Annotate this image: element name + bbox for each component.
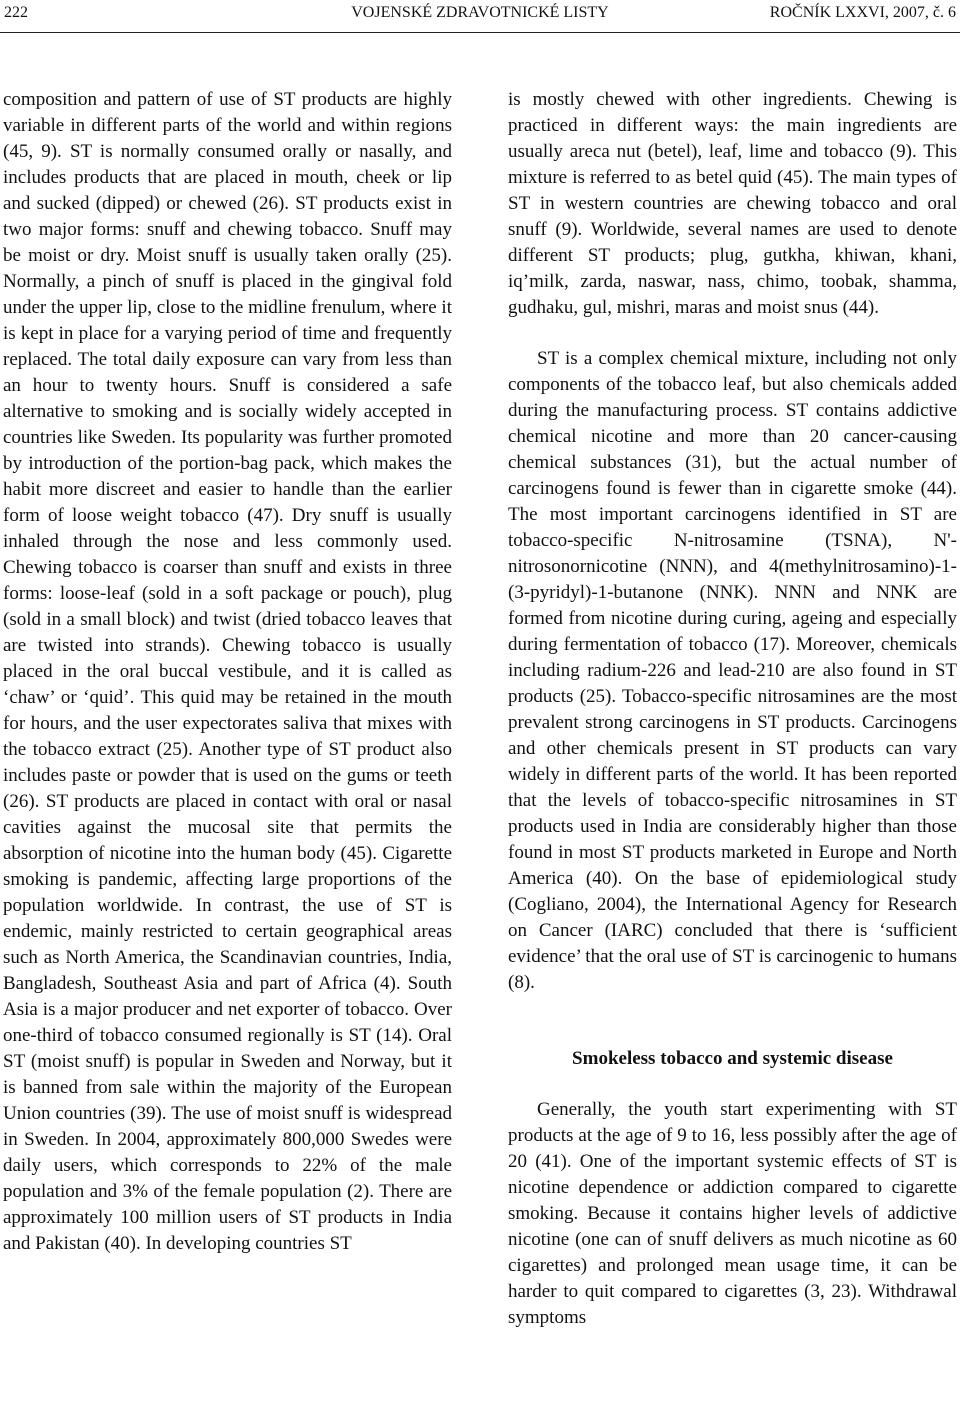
body-paragraph: ST is a complex chemical mixture, including not only components of the tobacco leaf, but also chemicals added during the manufacturing process. ST contains addictive chemical nicotine and more than 20 cancer-causing chemical substances (31), but the actual number of carcinogens found is fewer than in cigarette smoke (44). The most important carcinogens identified in ST are tobacco-specific N-nitrosamine (TSNA), N'-nitrosonornicotine (NNN), and 4(methylnitrosamino)-1-(3-pyridyl)-1-butanone (NNK). NNN and NNK are formed from nicotine during curing, ageing and especially during fermentation of tobacco (17). Moreover, chemicals including radium-226 and lead-210 are also found in ST products (25). Tobacco-specific nitrosamines are the most prevalent strong carcinogens in ST products. Carcinogens and other chemicals present in ST products can vary widely in different parts of the world. It has been reported that the levels of tobacco-specific nitrosamines in ST products used in India are considerably higher than those found in most ST products marketed in Europe and North America (40). On the base of epidemiological study (Cogliano, 2004), the International Agency for Research on Cancer (IARC) concluded that there is ‘sufficient evidence’ that the oral use of ST is carcinogenic to humans (8). [508, 348, 957, 993]
header-rule [0, 32, 960, 33]
body-paragraph: Generally, the youth start experimenting with ST products at the age of 9 to 16, less possibly after the age of 20 (41). One of the important systemic effects of ST is nicotine dependence or addiction compared to cigarette smoking. Because it contains higher levels of addictive nicotine (one can of snuff delivers as much nicotine as 60 cigarettes) and prolonged mean usage time, it can be harder to quit compared to cigarettes (3, 23). Withdrawal symptoms [508, 1099, 957, 1328]
volume-issue: ROČNÍK LXXVI, 2007, č. 6 [769, 4, 956, 21]
right-column [508, 87, 957, 1331]
left-column [3, 87, 452, 1257]
running-header [0, 4, 960, 28]
body-paragraph: composition and pattern of use of ST products are highly variable in different parts of the world and within regions (45, 9). ST is normally consumed orally or nasally, and includes products that are placed in mouth, cheek or lip and sucked (dipped) or chewed (26). ST products exist in two major forms: snuff and chewing tobacco. Snuff may be moist or dry. Moist snuff is usually taken orally (25). Normally, a pinch of snuff is placed in the gingival fold under the upper lip, close to the midline frenulum, where it is kept in place for a varying period of time and frequently replaced. The total daily exposure can vary from less than an hour to twenty hours. Snuff is considered a safe alternative to smoking and is socially widely accepted in countries like Sweden. Its popularity was further promoted by introduction of the portion-bag pack, which makes the habit more discreet and easier to handle than the earlier form of loose weight tobacco (47). Dry snuff is usually inhaled through the nose and less commonly used. Chewing tobacco is coarser than snuff and exists in three forms: loose-leaf (sold in a soft package or pouch), plug (sold in a small block) and twist (dried tobacco leaves that are twisted into strands). Chewing tobacco is usually placed in the oral buccal vestibule, and it is called as ‘chaw’ or ‘quid’. This quid may be retained in the mouth for hours, and the user expectorates saliva that mixes with the tobacco extract (25). Another type of ST product also includes paste or powder that is used on the gums or teeth (26). ST products are placed in contact with oral or nasal cavities against the mucosal site that permits the absorption of nicotine into the human body (45). Cigarette smoking is pandemic, affecting large proportions of the population worldwide. In contrast, the use of ST is endemic, mainly restricted to certain geographical areas such as North America, the Scandinavian countries, India, Bangladesh, Southeast Asia and part of Africa (4). South Asia is a major producer and net exporter of tobacco. Over one-third of tobacco consumed regionally is ST (14). Oral ST (moist snuff) is popular in Sweden and Norway, but it is banned from sale within the majority of the European Union countries (39). The use of moist snuff is widespread in Sweden. In 2004, approximately 800,000 Swedes were daily users, which corresponds to 22% of the male population and 3% of the female population (2). There are approximately 100 million users of ST products in India and Pakistan (40). In developing countries ST [3, 89, 452, 1254]
section-heading: Smokeless tobacco and systemic disease [572, 1048, 893, 1069]
journal-title: VOJENSKÉ ZDRAVOTNICKÉ LISTY [351, 4, 609, 21]
page-number: 222 [4, 4, 28, 21]
body-paragraph: is mostly chewed with other ingredients. Chewing is practiced in different ways: the main ingredients are usually areca nut (betel), leaf, lime and tobacco (9). This mixture is referred to as betel quid (45). The main types of ST in western countries are chewing tobacco and oral snuff (9). Worldwide, several names are used to denote different ST products; plug, gutkha, khiwan, khani, iq’milk, zarda, naswar, nass, chimo, toobak, shamma, gudhaku, gul, mishri, maras and moist snus (44). [508, 89, 957, 318]
